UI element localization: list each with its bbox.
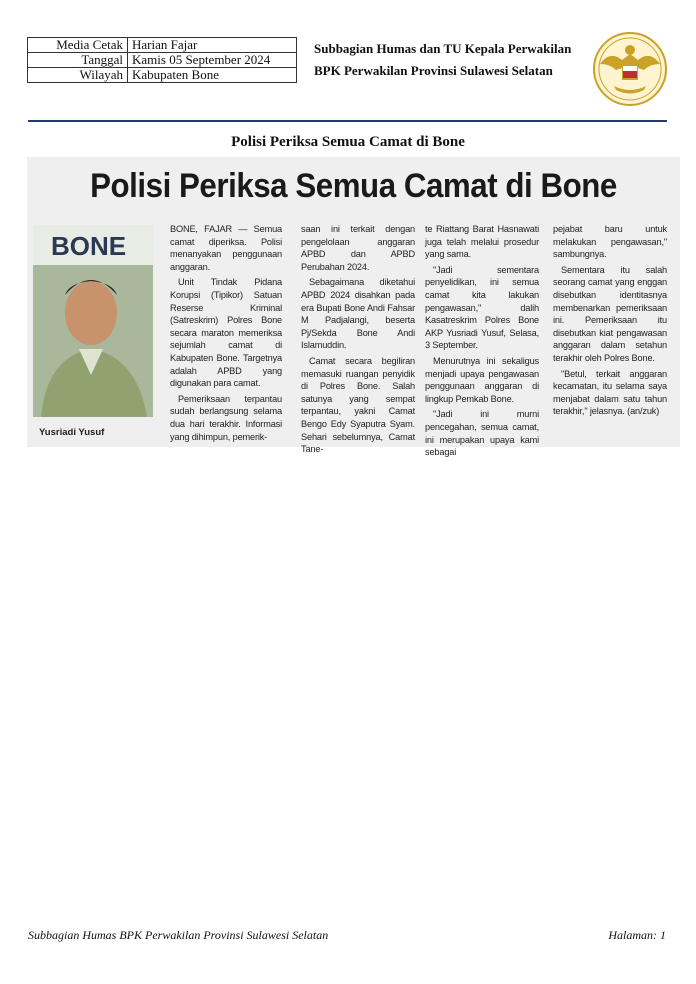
article-column-3 <box>425 223 539 459</box>
article-paragraph: BONE, FAJAR — Semua camat diperiksa. Polisi menanyakan penggunaan anggaran. <box>170 224 282 272</box>
organization-heading <box>314 38 571 82</box>
article-paragraph: saan ini terkait dengan pengelolaan anggaran APBD dan APBD Perubahan 2024. <box>301 224 415 272</box>
footer-organization: Subbagian Humas BPK Perwakilan Provinsi Sulawesi Selatan <box>28 928 329 942</box>
region-row <box>28 68 297 83</box>
garuda-emblem-icon <box>592 30 668 108</box>
article-column-2 <box>301 223 415 456</box>
media-value: Harian Fajar <box>128 38 297 53</box>
media-label: Media Cetak <box>28 38 128 53</box>
article-paragraph: Unit Tindak Pidana Korupsi (Tipikor) Satuan Reserse Kriminal (Satreskrim) Polres Bone secara maraton memeriksa sejumlah camat di Kabupaten Bone. Targetnya adalah APBD yang digunakan para camat. <box>170 277 282 389</box>
article-paragraph: Menurutnya ini sekaligus menjadi upaya pengawasan penggunaan anggaran di lingkup Pemkab Bone. <box>425 355 539 404</box>
newspaper-clipping <box>27 157 680 458</box>
person-photo <box>33 225 153 417</box>
footer-page-number: Halaman: 1 <box>608 928 666 942</box>
article-paragraph: "Jadi ini murni pencegahan, semua camat, ini merupakan upaya kami sebagai <box>425 409 539 458</box>
organization-line-2: BPK Perwakilan Provinsi Sulawesi Selatan <box>314 63 553 78</box>
article-paragraph: Sebagaimana diketahui APBD 2024 disahkan pada era Bupati Bone Andi Fahsar M Padjalangi, beserta Pj/Sekda Bone Andi Islamuddin. <box>301 277 415 351</box>
organization-line-1: Subbagian Humas dan TU Kepala Perwakilan <box>314 41 572 56</box>
article-paragraph: Sementara itu salah seorang camat yang enggan disebutkan identitasnya membenarkan pemeriksaan ini. Pemeriksaan itu disebutkan kiat pengawasan anggaran dalam setahun terakhir oleh Polres Bone. <box>553 264 667 363</box>
article-paragraph: "Betul, terkait anggaran kecamatan, itu selama saya menjabat dalam satu tahun terakhir," jelasnya. (an/zuk) <box>553 368 667 417</box>
media-info-table <box>27 37 297 83</box>
article-paragraph: Camat secara begiliran memasuki ruangan penyidik di Polres Bone. Salah satunya yang sempat terpantau, yakni Camat Bengo Edy Syaputra Syam. Sehari sebelumnya, Camat Tane- <box>301 355 415 455</box>
region-label: Wilayah <box>28 68 128 83</box>
date-value: Kamis 05 September 2024 <box>128 53 297 68</box>
article-column-4 <box>553 223 667 418</box>
date-row <box>28 53 297 68</box>
article-paragraph: "Jadi sementara penyelidikan, ini semua camat kita lakukan pengawasan," dalih Kasatreskrim Polres Bone AKP Yusriadi Yusuf, Selasa, 3 September. <box>425 264 539 351</box>
article-paragraph: Pemeriksaan terpantau sudah berlangsung selama dua hari terakhir. Informasi yang dihimpun, pemerik- <box>170 393 282 442</box>
region-value: Kabupaten Bone <box>128 68 297 83</box>
header-divider <box>28 120 667 122</box>
document-title: Polisi Periksa Semua Camat di Bone <box>231 134 465 150</box>
photo-caption: Yusriadi Yusuf <box>39 427 105 438</box>
article-paragraph: te Riattang Barat Hasnawati juga telah melalui prosedur yang sama. <box>425 224 539 260</box>
photo-sign-text: BONE <box>51 231 127 261</box>
clipping-headline: Polisi Periksa Semua Camat di Bone <box>90 167 617 205</box>
article-column-1 <box>170 223 282 443</box>
article-paragraph: pejabat baru untuk melakukan pengawasan," sambungnya. <box>553 224 667 260</box>
date-label: Tanggal <box>28 53 128 68</box>
media-row <box>28 38 297 53</box>
